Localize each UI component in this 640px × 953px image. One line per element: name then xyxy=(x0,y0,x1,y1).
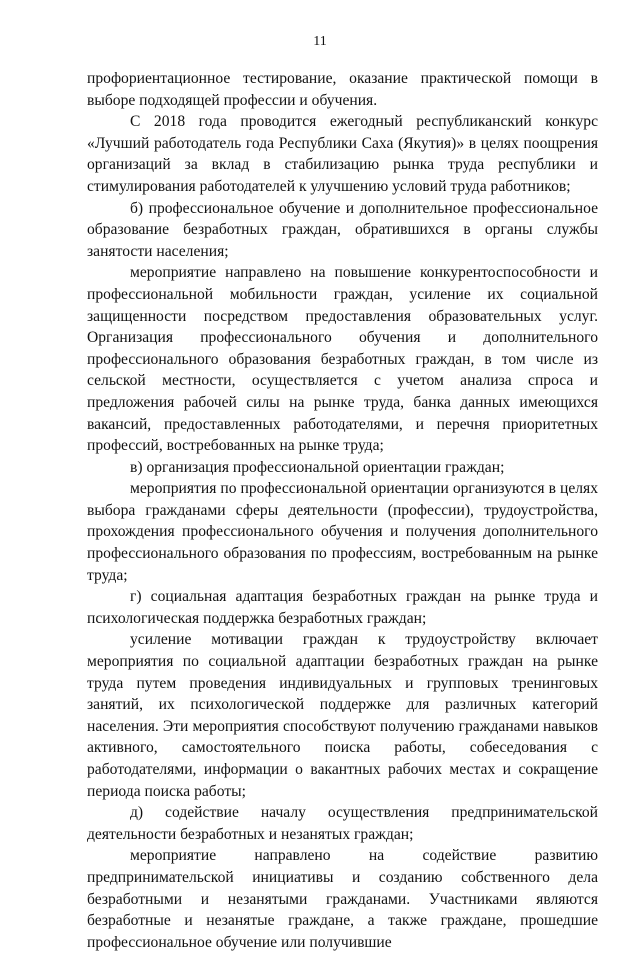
document-body xyxy=(87,68,598,953)
paragraph-item-g: г) социальная адаптация безработных граждан на рынке труда и психологическая поддержка безработных граждан; xyxy=(87,588,598,627)
paragraph-item-d: д) содействие началу осуществления предпринимательской деятельности безработных и незанятых граждан; xyxy=(87,804,598,843)
paragraph-item-v: в) организация профессиональной ориентации граждан; xyxy=(130,458,505,476)
paragraph-item-v-description: мероприятия по профессиональной ориентации организуются в целях выбора гражданами сферы деятельности (профессии), трудоустройства, прохождения профессионального обучения и получения дополнительного профессионального образования по профессиям, востребованным на рынке труда; xyxy=(87,480,598,584)
paragraph-item-b: б) профессиональное обучение и дополнительное профессиональное образование безработных граждан, обратившихся в органы службы занятости населения; xyxy=(87,199,598,260)
paragraph-item-g-description: усиление мотивации граждан к трудоустройству включает мероприятия по социальной адаптации безработных граждан на рынке труда путем проведения индивидуальных и групповых тренинговых занятий, их психологической поддержке для различных категорий населения. Эти мероприятия способствуют получению гражданами навыков активного, самостоятельного поиска работы, собеседования с работодателями, информации о вакантных рабочих местах и сокращение периода поиска работы; xyxy=(87,631,598,800)
paragraph-contest: С 2018 года проводится ежегодный республиканский конкурс «Лучший работодатель года Республики Саха (Якутия)» в целях поощрения организаций за вклад в стабилизацию рынка труда республики и стимулирования работодателей к улучшению условий труда работников; xyxy=(87,113,598,195)
paragraph-continuation: профориентационное тестирование, оказание практической помощи в выборе подходящей профессии и обучения. xyxy=(87,70,598,109)
page-number: 11 xyxy=(313,34,327,49)
paragraph-item-b-description: мероприятие направлено на повышение конкурентоспособности и профессиональной мобильности граждан, усиление их социальной защищенности посредством предоставления образовательных услуг. Организация профессионального обучения и дополнительного профессионального образования безработных граждан, в том числе из сельской местности, осуществляется с учетом анализа спроса и предложения рабочей силы на рынке труда, банка данных имеющихся вакансий, предоставленных работодателями, и перечня приоритетных профессий, востребованных на рынке труда; xyxy=(87,264,598,455)
paragraph-item-d-description: мероприятие направлено на содействие развитию предпринимательской инициативы и созданию собственного дела безработными и незанятыми гражданами. Участниками являются безработные и незанятые граждане, а также граждане, прошедшие профессиональное обучение или получившие xyxy=(87,847,598,951)
